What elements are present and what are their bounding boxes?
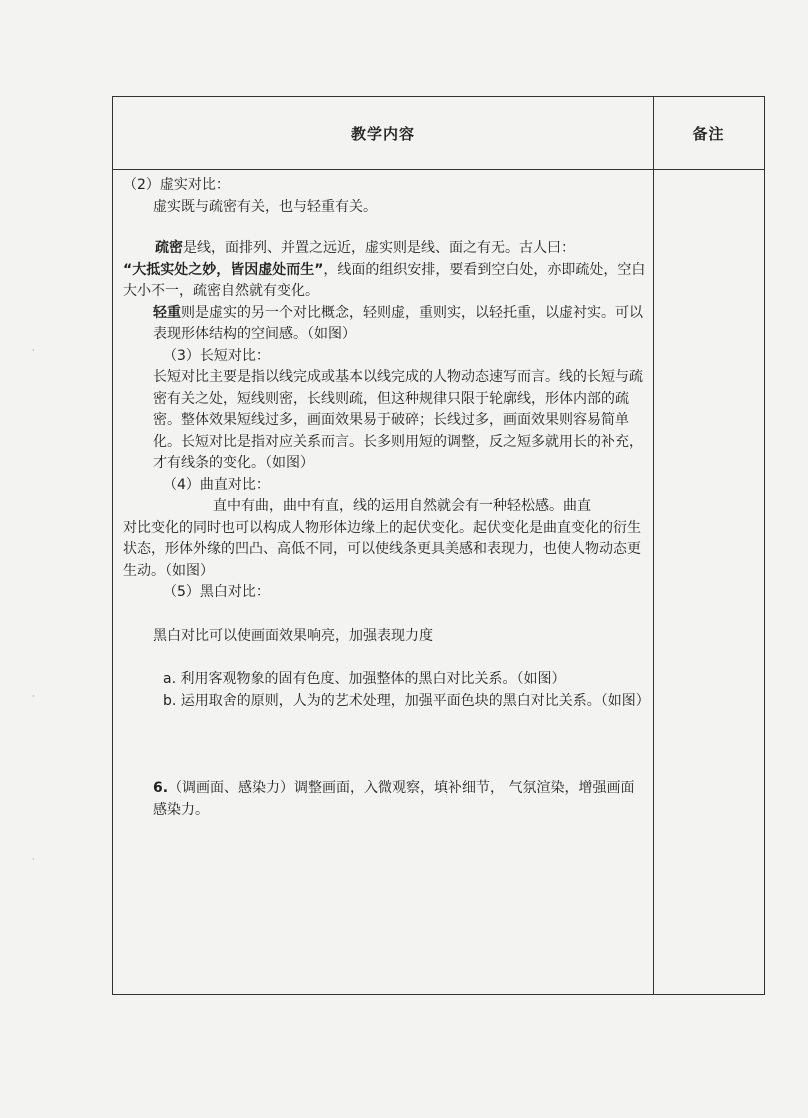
paragraph: 黑白对比可以使画面效果响亮，加强表现力度: [153, 627, 433, 644]
list-item: b. 运用取舍的原则，人为的艺术处理，加强平面色块的黑白对比关系。（如图）: [163, 692, 650, 709]
header-divider: [113, 169, 764, 170]
step-number: 6.: [153, 780, 169, 796]
list-item: a. 利用客观物象的固有色度、加强整体的黑白对比关系。（如图）: [163, 671, 566, 687]
scan-mark: ·: [32, 346, 35, 355]
paragraph-text: （调画面、感染力）调整画面，入微观察，填补细节， 气氛渲染，增强画面感染力。: [153, 780, 635, 818]
bold-term: 疏密: [155, 240, 183, 256]
bold-quote: “大抵实处之妙，皆因虚处而生”: [123, 261, 324, 278]
lesson-table: [112, 96, 765, 995]
paragraph: [123, 260, 647, 303]
scan-mark: ·: [32, 855, 35, 864]
section-heading: （4）曲直对比：: [163, 476, 270, 493]
bold-term: 轻重: [153, 304, 181, 321]
paragraph: [123, 303, 647, 346]
paragraph: [123, 238, 647, 260]
paragraph-text: 是线，面排列、并置之远近，虚实则是线、面之有无。古人曰：: [183, 240, 575, 256]
paragraph-text: 则是虚实的另一个对比概念，轻则虚，重则实，以轻托重，以虚衬实。可以表现形体结构的空间感。（如图）: [153, 304, 643, 342]
paragraph: 长短对比主要是指以线完成或基本以线完成的人物动态速写而言。线的长短与疏密有关之处，短线则密，长线则疏，但这种规律只限于轮廓线，形体内部的疏密。整体效果短线过多，画面效果易于破碎；长线过多，画面效果则容易简单化。长短对比是指对应关系而言。长多则用短的调整，反之短多就用长的补充，才有线条的变化。（如图）: [153, 369, 643, 471]
header-remarks: 备注: [692, 124, 725, 143]
column-divider: [653, 97, 654, 994]
section-heading: （3）长短对比：: [163, 347, 270, 364]
section-heading: （5）黑白对比：: [163, 584, 270, 600]
paragraph-text: ，线面的组织安排，要看到空白处，亦即疏处，空白大小不一，疏密自然就有变化。: [123, 261, 646, 299]
section-heading: （2）虚实对比：: [123, 177, 230, 193]
teaching-content: [123, 175, 650, 821]
paragraph: 对比变化的同时也可以构成人物形体边缘上的起伏变化。起伏变化是曲直变化的衍生状态，形体外缘的凹凸、高低不同，可以使线条更具美感和表现力，也使人物动态更生动。（如图）: [123, 519, 641, 579]
paragraph: [123, 778, 647, 821]
scan-mark: ·: [32, 692, 35, 701]
paragraph: 直中有曲，曲中有直，线的运用自然就会有一种轻松感。曲直: [213, 498, 591, 514]
paragraph: 虚实既与疏密有关，也与轻重有关。: [153, 198, 377, 215]
header-teaching-content: 教学内容: [350, 124, 415, 143]
